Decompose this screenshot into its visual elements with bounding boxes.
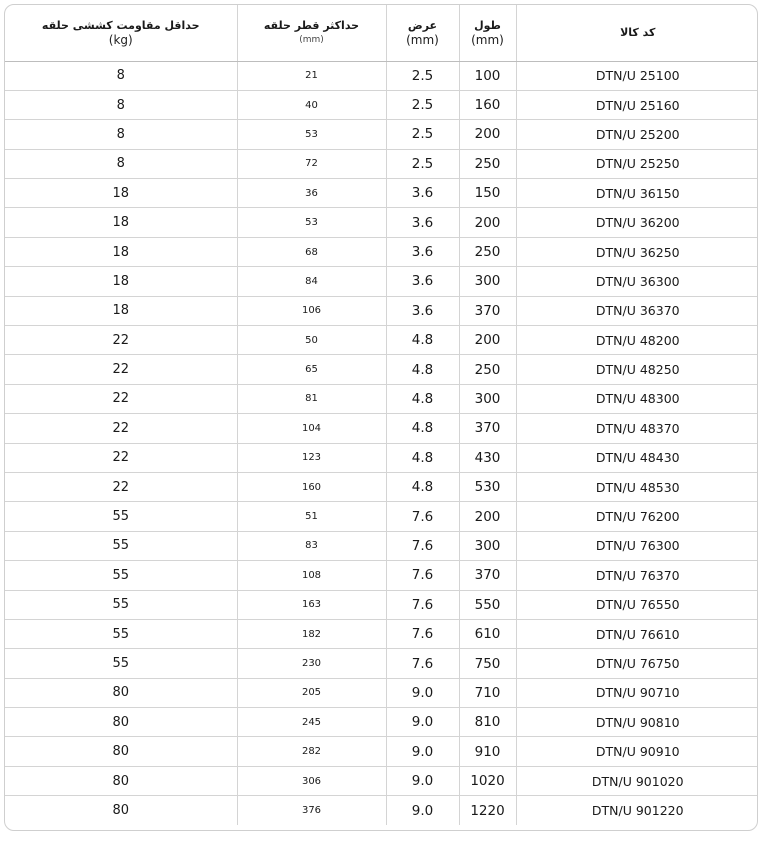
cell-diameter: 65 xyxy=(237,355,386,384)
cell-width: 4.8 xyxy=(386,414,459,443)
cell-diameter: 51 xyxy=(237,502,386,531)
table-row xyxy=(5,414,758,443)
cell-width: 2.5 xyxy=(386,90,459,119)
cell-diameter: 205 xyxy=(237,678,386,707)
cell-tensile: 80 xyxy=(5,796,237,825)
cell-tensile: 8 xyxy=(5,90,237,119)
cell-code: DTN/U 90710 xyxy=(516,678,758,707)
cell-code: DTN/U 48430 xyxy=(516,443,758,472)
cell-tensile: 55 xyxy=(5,649,237,678)
cell-width: 4.8 xyxy=(386,443,459,472)
header-diameter-unit: (mm) xyxy=(299,34,324,45)
table-row xyxy=(5,561,758,590)
cell-length: 910 xyxy=(459,737,516,766)
cell-code: DTN/U 48370 xyxy=(516,414,758,443)
cell-width: 7.6 xyxy=(386,502,459,531)
cell-diameter: 106 xyxy=(237,296,386,325)
header-row xyxy=(5,5,758,61)
header-diameter xyxy=(237,5,386,61)
header-code xyxy=(516,5,758,61)
cell-code: DTN/U 48300 xyxy=(516,384,758,413)
cell-code: DTN/U 36150 xyxy=(516,179,758,208)
table-row xyxy=(5,149,758,178)
cell-tensile: 80 xyxy=(5,678,237,707)
cell-diameter: 21 xyxy=(237,61,386,90)
cell-diameter: 72 xyxy=(237,149,386,178)
cell-width: 2.5 xyxy=(386,149,459,178)
cell-length: 750 xyxy=(459,649,516,678)
cell-tensile: 18 xyxy=(5,267,237,296)
cell-width: 7.6 xyxy=(386,619,459,648)
cell-code: DTN/U 901220 xyxy=(591,803,684,819)
cell-code: DTN/U 25200 xyxy=(516,120,758,149)
cell-length: 200 xyxy=(459,208,516,237)
cell-tensile: 22 xyxy=(5,355,237,384)
cell-tensile: 22 xyxy=(5,384,237,413)
cell-diameter: 108 xyxy=(237,561,386,590)
cell-diameter: 83 xyxy=(237,531,386,560)
cell-width: 4.8 xyxy=(386,355,459,384)
table-row xyxy=(5,649,758,678)
table-row xyxy=(5,326,758,355)
cell-code: DTN/U 36300 xyxy=(516,267,758,296)
cell-code: DTN/U 76370 xyxy=(516,561,758,590)
cell-diameter: 306 xyxy=(237,766,386,795)
cell-tensile: 22 xyxy=(5,472,237,501)
cell-length: 250 xyxy=(459,355,516,384)
cell-length: 710 xyxy=(459,678,516,707)
cell-length: 1220 xyxy=(459,796,516,825)
cell-code: DTN/U 90810 xyxy=(516,708,758,737)
cell-tensile: 8 xyxy=(5,149,237,178)
table-row xyxy=(5,237,758,266)
cell-length: 200 xyxy=(459,502,516,531)
cell-tensile: 55 xyxy=(5,590,237,619)
header-code-label: کد کالا xyxy=(620,25,656,39)
header-length-label: طول xyxy=(474,18,501,32)
cell-width: 3.6 xyxy=(386,237,459,266)
cell-width: 9.0 xyxy=(386,708,459,737)
cell-length: 370 xyxy=(459,414,516,443)
cell-width: 4.8 xyxy=(386,384,459,413)
cell-length: 530 xyxy=(459,472,516,501)
cell-diameter: 40 xyxy=(237,90,386,119)
cell-code: DTN/U 48250 xyxy=(516,355,758,384)
cell-diameter: 245 xyxy=(237,708,386,737)
cell-width: 4.8 xyxy=(386,472,459,501)
cell-length: 150 xyxy=(459,179,516,208)
table-row xyxy=(5,737,758,766)
cell-diameter: 182 xyxy=(237,619,386,648)
header-diameter-label: حداکثر قطر حلقه xyxy=(263,18,360,32)
header-width-label: عرض xyxy=(407,18,438,32)
table-row xyxy=(5,61,758,90)
cell-width: 3.6 xyxy=(386,267,459,296)
cell-tensile: 8 xyxy=(5,120,237,149)
cell-width: 3.6 xyxy=(386,179,459,208)
cell-length: 370 xyxy=(459,296,516,325)
table-row xyxy=(5,766,758,795)
cell-diameter: 230 xyxy=(237,649,386,678)
cell-diameter: 160 xyxy=(237,472,386,501)
cell-width: 2.5 xyxy=(386,120,459,149)
cell-diameter: 123 xyxy=(237,443,386,472)
cell-length: 160 xyxy=(459,90,516,119)
table-row xyxy=(5,590,758,619)
cell-length: 250 xyxy=(459,149,516,178)
table-row xyxy=(5,678,758,707)
cell-code: DTN/U 901020 xyxy=(516,766,758,795)
cell-code: DTN/U 76550 xyxy=(516,590,758,619)
table-row xyxy=(5,384,758,413)
cell-diameter: 68 xyxy=(237,237,386,266)
table-row xyxy=(5,179,758,208)
cell-tensile: 22 xyxy=(5,414,237,443)
cell-tensile: 55 xyxy=(5,502,237,531)
cell-code: DTN/U 76750 xyxy=(516,649,758,678)
table-row xyxy=(5,355,758,384)
cell-tensile: 18 xyxy=(5,237,237,266)
cell-width: 3.6 xyxy=(386,208,459,237)
cable-tie-spec-table xyxy=(4,4,758,831)
cell-width: 9.0 xyxy=(386,678,459,707)
cell-width: 9.0 xyxy=(386,737,459,766)
table-row xyxy=(5,90,758,119)
header-tensile xyxy=(5,5,237,61)
cell-tensile: 18 xyxy=(5,296,237,325)
cell-tensile: 22 xyxy=(5,443,237,472)
table-header xyxy=(5,5,758,61)
cell-tensile: 18 xyxy=(5,208,237,237)
cell-length: 550 xyxy=(459,590,516,619)
cell-length: 300 xyxy=(459,267,516,296)
cell-diameter: 53 xyxy=(237,208,386,237)
header-length-unit: (mm) xyxy=(471,32,504,47)
cell-diameter: 282 xyxy=(237,737,386,766)
cell-tensile: 80 xyxy=(5,708,237,737)
spec-table xyxy=(5,5,758,825)
cell-tensile: 55 xyxy=(5,561,237,590)
cell-length: 430 xyxy=(459,443,516,472)
header-width-unit: (mm) xyxy=(406,32,439,47)
cell-length: 100 xyxy=(459,61,516,90)
table-row xyxy=(5,796,758,825)
cell-code: DTN/U 36200 xyxy=(516,208,758,237)
cell-length: 200 xyxy=(459,326,516,355)
cell-diameter: 163 xyxy=(237,590,386,619)
table-row xyxy=(5,296,758,325)
cell-tensile: 18 xyxy=(5,179,237,208)
cell-code: DTN/U 25100 xyxy=(516,61,758,90)
table-row xyxy=(5,120,758,149)
cell-code: DTN/U 36250 xyxy=(516,237,758,266)
cell-length: 250 xyxy=(459,237,516,266)
cell-code: DTN/U 48530 xyxy=(516,472,758,501)
cell-code: DTN/U 25250 xyxy=(516,149,758,178)
header-tensile-unit: (kg) xyxy=(108,32,133,47)
cell-code: DTN/U 25160 xyxy=(516,90,758,119)
table-row xyxy=(5,531,758,560)
cell-tensile: 55 xyxy=(5,531,237,560)
cell-width: 3.6 xyxy=(386,296,459,325)
header-tensile-label: حداقل مقاومت کششی حلقه xyxy=(41,18,200,32)
header-length xyxy=(459,5,516,61)
cell-diameter: 104 xyxy=(237,414,386,443)
header-width xyxy=(386,5,459,61)
table-body xyxy=(5,61,758,825)
cell-tensile: 8 xyxy=(5,61,237,90)
cell-code: DTN/U 76200 xyxy=(516,502,758,531)
cell-length: 810 xyxy=(459,708,516,737)
cell-diameter: 84 xyxy=(237,267,386,296)
cell-length: 370 xyxy=(459,561,516,590)
cell-diameter: 36 xyxy=(237,179,386,208)
cell-length: 300 xyxy=(459,531,516,560)
table-row xyxy=(5,267,758,296)
table-row xyxy=(5,443,758,472)
cell-width: 7.6 xyxy=(386,561,459,590)
cell-tensile: 80 xyxy=(5,737,237,766)
cell-width: 7.6 xyxy=(386,531,459,560)
cell-length: 300 xyxy=(459,384,516,413)
cell-width: 7.6 xyxy=(386,590,459,619)
table-row xyxy=(5,472,758,501)
cell-length: 610 xyxy=(459,619,516,648)
cell-code: DTN/U 36370 xyxy=(516,296,758,325)
cell-width: 4.8 xyxy=(386,326,459,355)
cell-width: 9.0 xyxy=(386,796,459,825)
cell-code: DTN/U 90910 xyxy=(516,737,758,766)
cell-tensile: 22 xyxy=(5,326,237,355)
cell-length: 1020 xyxy=(459,766,516,795)
cell-tensile: 55 xyxy=(5,619,237,648)
table-row xyxy=(5,619,758,648)
cell-code: DTN/U 76610 xyxy=(516,619,758,648)
table-row xyxy=(5,708,758,737)
cell-width: 7.6 xyxy=(386,649,459,678)
cell-code: DTN/U 76300 xyxy=(516,531,758,560)
table-row xyxy=(5,502,758,531)
cell-length: 200 xyxy=(459,120,516,149)
cell-diameter: 50 xyxy=(237,326,386,355)
cell-code: DTN/U 48200 xyxy=(516,326,758,355)
cell-diameter: 81 xyxy=(237,384,386,413)
table-row xyxy=(5,208,758,237)
cell-diameter: 53 xyxy=(237,120,386,149)
cell-diameter: 376 xyxy=(237,796,386,825)
cell-width: 2.5 xyxy=(386,61,459,90)
cell-width: 9.0 xyxy=(386,766,459,795)
cell-tensile: 80 xyxy=(5,766,237,795)
